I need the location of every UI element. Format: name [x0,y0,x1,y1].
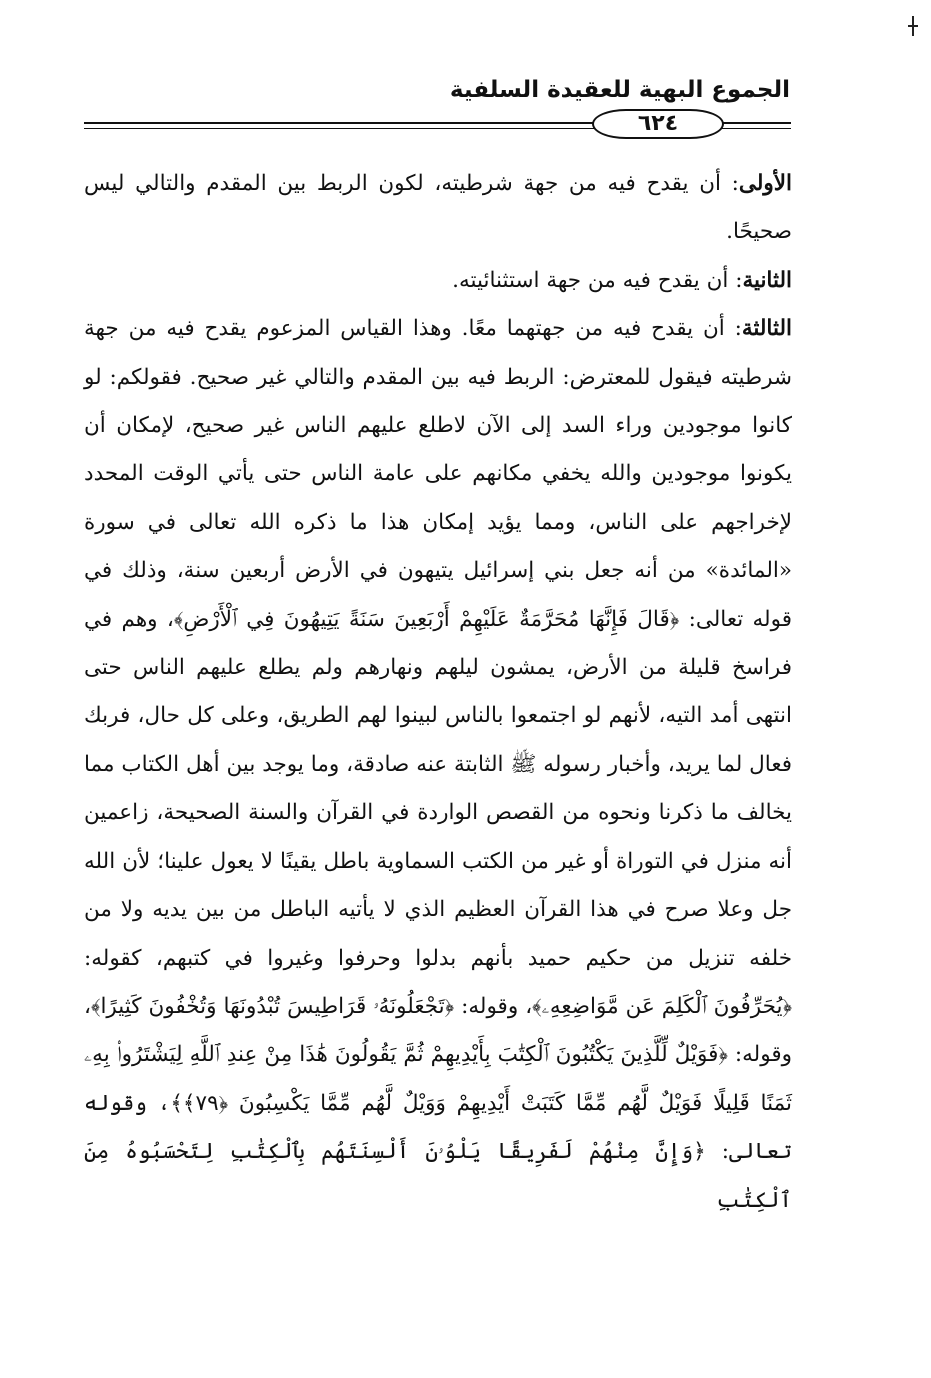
crop-mark [908,16,918,36]
paragraph-first [84,160,792,257]
paragraph-text: : أن يقدح فيه من جهة شرطيته، لكون الربط بين المقدم والتالي ليس صحيحًا. [84,171,792,245]
paragraph-text: : أن يقدح فيه من جهتهما معًا. وهذا القياس المزعوم يقدح فيه من جهة شرطيته فيقول للمعترض: الربط فيه بين المقدم والتالي غير صحيح. فقولكم: لو كانوا موجودين وراء السد إلى الآن لاطلع عليهم الناس غير صحيح، لإمكان أن يكونوا موجودين والله يخفي مكانهم على عامة الناس حتى يأتي الوقت المحدد لإخراجهم على الناس، ومما يؤيد إمكان هذا ما ذكره الله تعالى في سورة «المائدة» من أنه جعل بني إسرائيل يتيهون في الأرض أربعين سنة، وذلك في قوله تعالى: ﴿قَالَ فَإِنَّهَا مُحَرَّمَةٌ عَلَيْهِمْ أَرْبَعِينَ سَنَةً يَتِيهُونَ فِي ٱلْأَرْضِ﴾، وهم في فراسخ قليلة من الأرض، يمشون ليلهم ونهارهم ولم يطلع عليهم الناس حتى انتهى أمد التيه، لأنهم لو اجتمعوا بالناس لبينوا لهم الطريق، وعلى كل حال، فربك فعال لما يريد، وأخبار رسوله ﷺ الثابتة عنه صادقة، وما يوجد بين أهل الكتاب مما يخالف ما ذكرنا ونحوه من القصص الواردة في القرآن والسنة الصحيحة، زاعمين أنه منزل في التوراة أو غير من الكتب السماوية باطل يقينًا لا يعول علينا؛ لأن الله جل وعلا صرح في هذا القرآن العظيم الذي لا يأتيه الباطل من بين يديه ولا من خلفه تنزيل من حكيم حميد بأنهم بدلوا وحرفوا وغيروا في كتبهم، كقوله: ﴿يُحَرِّفُونَ ٱلْكَلِمَ عَن مَّوَاضِعِهِۦ﴾، وقوله: ﴿تَجْعَلُونَهُۥ قَرَاطِيسَ تُبْدُونَهَا وَتُخْفُونَ كَثِيرًا﴾، وقوله: ﴿فَوَيْلٌ لِّلَّذِينَ يَكْتُبُونَ ٱلْكِتَٰبَ بِأَيْدِيهِمْ ثُمَّ يَقُولُونَ هَٰذَا مِنْ عِندِ ٱللَّهِ لِيَشْتَرُوا۟ بِهِۦ ثَمَنًا قَلِيلًا فَوَيْلٌ لَّهُم مِّمَّا كَتَبَتْ أَيْدِيهِمْ وَوَيْلٌ لَّهُم مِّمَّا يَكْسِبُونَ ﴿٧٩﴾﴾، وقوله تعالى: ﴿وَإِنَّ مِنْهُمْ لَفَرِيقًا يَلْوُۥنَ أَلْسِنَتَهُم بِٱلْكِتَٰبِ لِتَحْسَبُوهُ مِنَ ٱلْكِتَٰبِ [84,316,792,1213]
page-body [84,160,792,1225]
page-number: ٦٢٤ [592,109,724,139]
running-header: الجموع البهية للعقيدة السلفية [449,77,790,103]
paragraph-lead: الأولى [738,171,792,196]
paragraph-lead: الثانية [742,267,792,293]
paragraph-third [84,305,792,1225]
paragraph-lead: الثالثة [741,316,792,342]
paragraph-second [84,257,792,305]
paragraph-text: : أن يقدح فيه من جهة استثنائيته. [452,267,743,293]
